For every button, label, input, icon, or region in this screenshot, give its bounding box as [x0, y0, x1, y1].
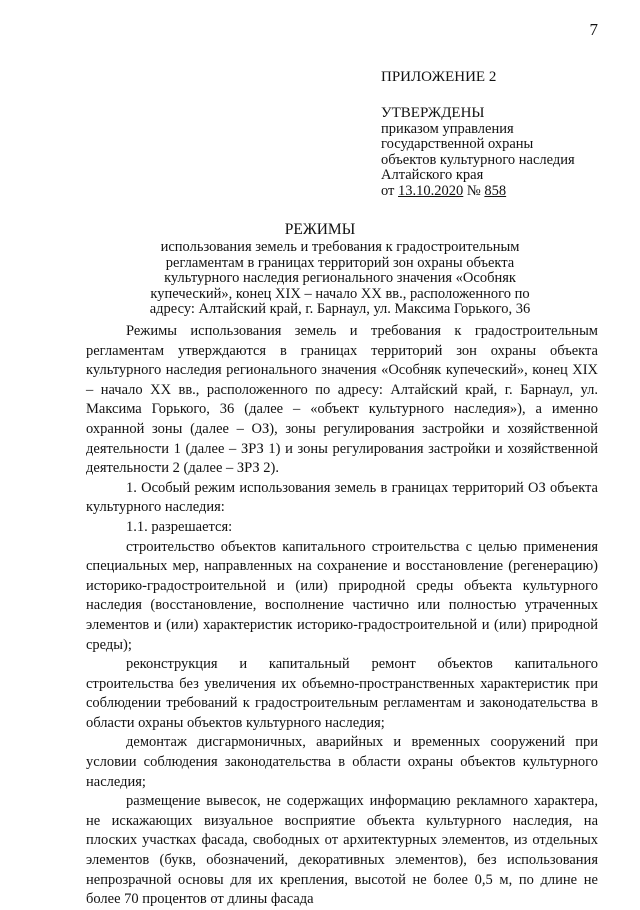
body-paragraph: размещение вывесок, не содержащих информацию рекламного характера, не искажающих визуальное восприятие объекта культурного наследия, на плоских участках фасада, свободных от архитектурных элементов, из отдельных элементов (букв, обозначений, декоративных элементов), без использования непрозрачной основы для их крепления, высотой не более 0,5 м, по длине не более 70 процентов от длины фасада [86, 793, 598, 908]
approval-block [381, 70, 575, 199]
body-paragraph: реконструкция и капитальный ремонт объектов капитального строительства без увеличения их объемно-пространственных характеристик при соблюдении требований к градостроительным регламентам и законодательства в области охраны объектов культурного наследия; [86, 656, 598, 731]
document-subtitle [130, 240, 550, 318]
body-paragraph: Режимы использования земель и требования к градостроительным регламентам утверждаются в границах территорий зон охраны объекта культурного наследия регионального значения «Особняк купеческий», конец XIX – начало XX вв., расположенного по адресу: Алтайский край, г. Барнаул, ул. Максима Горького, 36 (далее – «объект культурного наследия»), а именно охранной зоны (далее – ОЗ), зоны регулирования застройки и хозяйственной деятельности 1 (далее – ЗРЗ 1) и зоны регулирования застройки и хозяйственной деятельности 2 (далее – ЗРЗ 2). [86, 323, 598, 477]
date-prefix: от [381, 182, 395, 199]
page-number: 7 [589, 20, 598, 39]
approved-line: Алтайского края [381, 167, 484, 183]
order-date-line [381, 184, 575, 200]
body-paragraph: демонтаж дисгармоничных, аварийных и временных сооружений при условии соблюдения законодательства в области охраны объектов культурного наследия; [86, 734, 598, 790]
document-body [86, 322, 598, 910]
body-paragraph: строительство объектов капитального строительства с целью применения специальных мер, направленных на сохранение и восстановление (регенерацию) историко-градостроительной и (или) природной среды объекта культурного наследия (восстановление, восполнение частично или полностью утраченных элементов и (или) характеристик историко-градостроительной и (или) природной среды); [86, 538, 598, 653]
approved-heading: УТВЕРЖДЕНЫ [381, 104, 485, 121]
approved-line: приказом управления [381, 120, 514, 137]
subtitle-line: регламентам в границах территорий зон охраны объекта [165, 254, 515, 271]
approved-line: государственной охраны [381, 136, 534, 152]
subtitle-line: адресу: Алтайский край, г. Барнаул, ул. Максима Горького, 36 [149, 301, 531, 317]
number-sign: № [466, 182, 481, 199]
subtitle-line: культурного наследия регионального значения «Особняк [164, 270, 516, 286]
document-title: РЕЖИМЫ [284, 221, 356, 238]
subtitle-line: купеческий», конец XIX – начало XX вв., расположенного по [150, 285, 530, 302]
body-paragraph: 1. Особый режим использования земель в границах территорий ОЗ объекта культурного наследия: [86, 479, 598, 516]
order-date: 13.10.2020 [398, 182, 464, 199]
approved-line: объектов культурного наследия [381, 151, 575, 168]
order-number: 858 [484, 182, 507, 199]
subtitle-line: использования земель и требования к градостроительным [160, 239, 520, 255]
appendix-title: ПРИЛОЖЕНИЕ 2 [381, 69, 497, 85]
body-paragraph: 1.1. разрешается: [126, 518, 233, 535]
